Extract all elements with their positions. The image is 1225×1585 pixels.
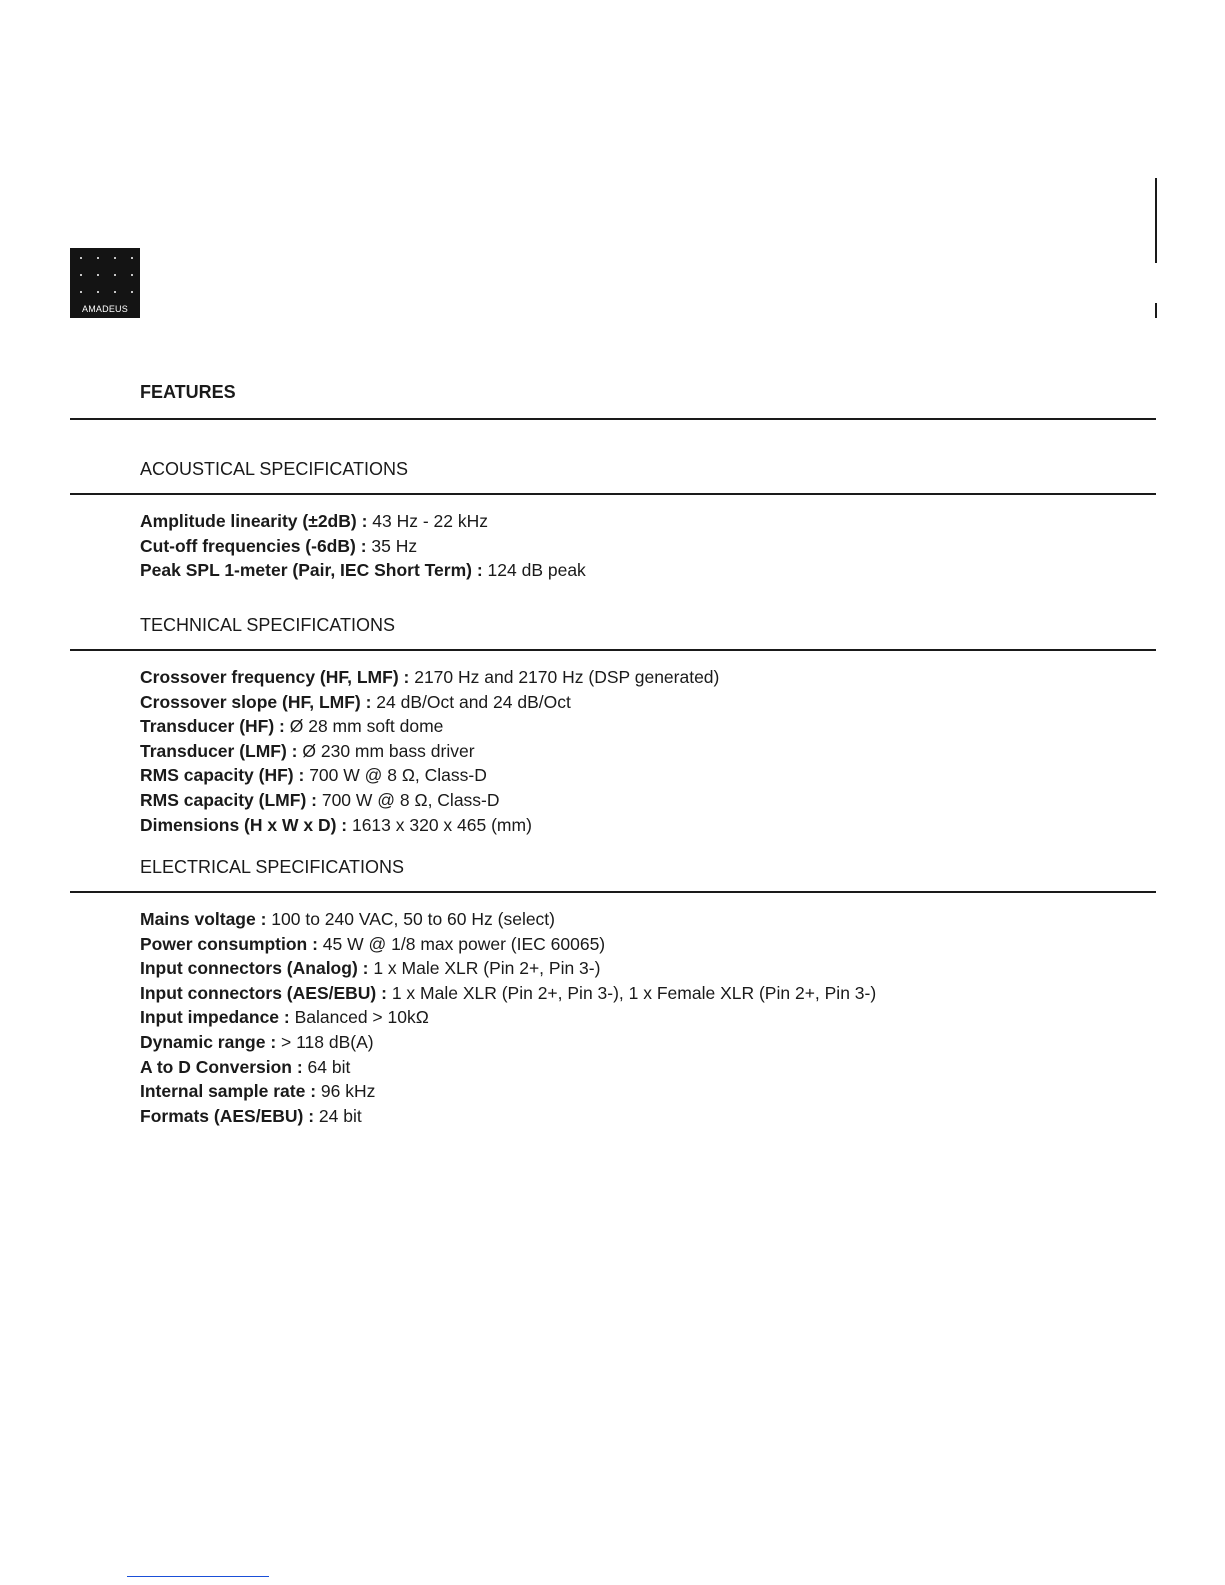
spec-value: 35 Hz [366, 535, 418, 556]
logo-dot [114, 274, 116, 276]
spec-item [140, 1055, 876, 1080]
spec-value: 124 dB peak [482, 560, 586, 581]
spec-label: Input impedance : [140, 1007, 290, 1028]
spec-list-technical [140, 665, 719, 837]
section-title-acoustical: ACOUSTICAL SPECIFICATIONS [140, 459, 409, 479]
spec-value: 700 W @ 8 Ω, Class-D [304, 765, 487, 786]
spec-label: Dynamic range : [140, 1031, 277, 1052]
spec-label: Transducer (LMF) : [140, 740, 298, 761]
spec-value: 45 W @ 1/8 max power (IEC 60065) [317, 933, 606, 954]
spec-item [140, 665, 719, 690]
spec-label: Cut-off frequencies (-6dB) : [140, 535, 367, 556]
spec-value: 700 W @ 8 Ω, Class-D [316, 789, 500, 810]
spec-item [140, 1079, 876, 1104]
spec-value: 96 kHz [316, 1081, 376, 1102]
footer-link[interactable] [127, 1576, 269, 1577]
spec-item [140, 714, 719, 739]
spec-label: Peak SPL 1-meter (Pair, IEC Short Term) : [140, 560, 483, 581]
margin-bar [1155, 178, 1157, 263]
spec-label: Crossover frequency (HF, LMF) : [140, 667, 410, 687]
logo-dot [131, 291, 133, 293]
spec-item [140, 788, 719, 813]
spec-label: RMS capacity (LMF) : [140, 789, 317, 810]
logo-dot [80, 274, 82, 276]
spec-item [140, 763, 719, 788]
spec-item [140, 1005, 876, 1030]
spec-label: Internal sample rate : [140, 1081, 317, 1102]
margin-mark [1155, 303, 1157, 318]
spec-label: Dimensions (H x W x D) : [140, 814, 348, 835]
spec-value: 2170 Hz and 2170 Hz (DSP generated) [409, 667, 720, 687]
spec-value: 100 to 240 VAC, 50 to 60 Hz (select) [266, 909, 556, 929]
logo-dot [114, 291, 116, 293]
spec-item [140, 509, 586, 534]
spec-value: 24 dB/Oct and 24 dB/Oct [371, 691, 571, 712]
spec-label: Power consumption : [140, 933, 318, 954]
spec-value: Ø 230 mm bass driver [297, 740, 475, 761]
spec-value: 1613 x 320 x 465 (mm) [347, 814, 532, 835]
spec-label: Input connectors (Analog) : [140, 958, 369, 979]
features-heading: FEATURES [140, 382, 236, 402]
spec-value: 1 x Male XLR (Pin 2+, Pin 3-), 1 x Female XLR (Pin 2+, Pin 3-) [386, 982, 877, 1003]
logo-dot [80, 291, 82, 293]
spec-value: Balanced > 10kΩ [289, 1007, 429, 1028]
spec-list-acoustical [140, 509, 586, 583]
logo-dot [97, 257, 99, 259]
spec-label: A to D Conversion : [140, 1056, 303, 1077]
spec-label: Transducer (HF) : [140, 716, 285, 737]
spec-value: Ø 28 mm soft dome [284, 716, 444, 737]
spec-list-electrical [140, 907, 876, 1128]
spec-label: RMS capacity (HF) : [140, 765, 305, 786]
spec-item [140, 907, 876, 932]
spec-item [140, 813, 719, 838]
logo-dot [114, 257, 116, 259]
spec-label: Mains voltage : [140, 909, 267, 929]
spec-label: Crossover slope (HF, LMF) : [140, 691, 372, 712]
spec-value: 24 bit [314, 1105, 362, 1126]
logo-dot [97, 291, 99, 293]
section-title-technical: TECHNICAL SPECIFICATIONS [140, 615, 396, 635]
spec-label: Formats (AES/EBU) : [140, 1105, 315, 1126]
spec-item [140, 1030, 876, 1055]
logo-text: AMADEUS [82, 304, 128, 314]
spec-item [140, 981, 876, 1006]
divider [70, 891, 1156, 893]
logo-dot [131, 257, 133, 259]
divider [70, 649, 1156, 651]
section-title-electrical: ELECTRICAL SPECIFICATIONS [140, 857, 405, 877]
spec-value: 64 bit [302, 1056, 351, 1077]
logo-dot [80, 257, 82, 259]
spec-item [140, 558, 586, 583]
divider [70, 493, 1156, 495]
spec-item [140, 932, 876, 957]
spec-item [140, 956, 876, 981]
spec-item [140, 739, 719, 764]
logo-dot [131, 274, 133, 276]
amadeus-logo [70, 248, 140, 318]
divider [70, 418, 1156, 420]
spec-label: Amplitude linearity (±2dB) : [140, 511, 368, 531]
spec-item [140, 690, 719, 715]
spec-label: Input connectors (AES/EBU) : [140, 982, 387, 1003]
spec-value: 43 Hz - 22 kHz [367, 511, 489, 531]
spec-value: 1 x Male XLR (Pin 2+, Pin 3-) [368, 958, 601, 979]
spec-item [140, 1104, 876, 1129]
logo-dot [97, 274, 99, 276]
spec-item [140, 534, 586, 559]
spec-value: > 118 dB(A) [276, 1031, 374, 1052]
